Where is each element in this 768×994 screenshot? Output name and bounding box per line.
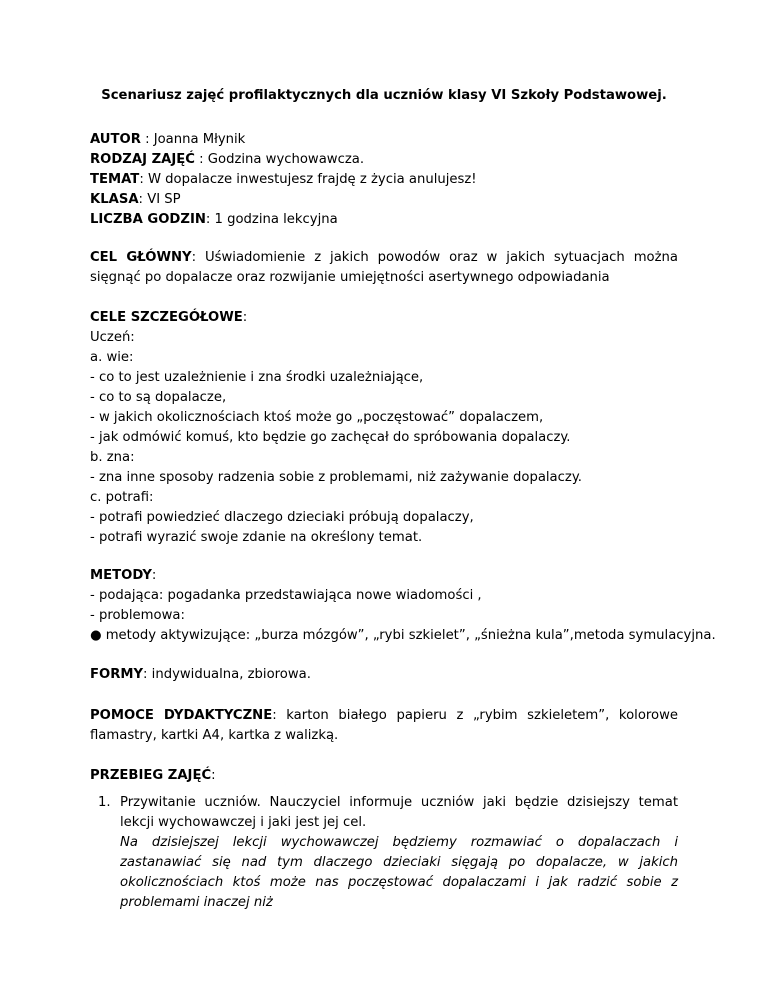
meta-author: AUTOR : Joanna Młynik	[90, 132, 246, 147]
goal-line: c. potrafi:	[90, 490, 154, 505]
forms: FORMY: indywidualna, zbiorowa.	[90, 667, 311, 682]
goal-line: - potrafi powiedzieć dlaczego dzieciaki próbują dopalaczy,	[90, 510, 474, 525]
method-line: - problemowa:	[90, 608, 185, 623]
meta-class: KLASA: VI SP	[90, 192, 181, 207]
methods	[90, 566, 716, 646]
document-title: Scenariusz zajęć profilaktycznych dla uczniów klasy VI Szkoły Podstawowej.	[101, 88, 667, 103]
meta-topic: TEMAT: W dopalacze inwestujesz frajdę z życia anulujesz!	[90, 172, 477, 187]
list-item-text: Przywitanie uczniów. Nauczyciel informuje uczniów jaki będzie dzisiejszy temat lekcji wychowawczej i jaki jest jej cel.	[120, 795, 678, 830]
goal-line: b. zna:	[90, 450, 135, 465]
section-heading: CELE SZCZEGÓŁOWE:	[90, 310, 248, 325]
lesson-course-heading: PRZEBIEG ZAJĘĆ:	[90, 768, 216, 783]
list-item	[90, 793, 678, 913]
section-heading: METODY:	[90, 568, 157, 583]
meta-type: RODZAJ ZAJĘĆ : Godzina wychowawcza.	[90, 152, 365, 167]
meta-section	[90, 130, 477, 230]
method-line: ● metody aktywizujące: „burza mózgów”, „rybi szkielet”, „śnieżna kula”,metoda symulacyjna.	[90, 628, 716, 643]
goal-line: - co to są dopalacze,	[90, 390, 227, 405]
goal-line: - co to jest uzależnienie i zna środki uzależniające,	[90, 370, 424, 385]
list-number: 1.	[98, 795, 111, 810]
goal-line: - w jakich okolicznościach ktoś może go „poczęstować” dopalaczem,	[90, 410, 544, 425]
lesson-steps	[90, 793, 678, 913]
goal-line: - zna inne sposoby radzenia sobie z problemami, niż zażywanie dopalaczy.	[90, 470, 582, 485]
list-item-italic: Na dzisiejszej lekcji wychowawczej będziemy rozmawiać o dopalaczach i zastanawiać się nad tym dlaczego dzieciaki sięgają po dopalacze, w jakich okolicznościach ktoś może nas poczęstować dopalaczami i jak radzić sobie z problemami inaczej niż	[120, 835, 678, 910]
goal-line: Uczeń:	[90, 330, 135, 345]
teaching-aids: POMOCE DYDAKTYCZNE: karton białego papieru z „rybim szkieletem”, kolorowe flamastry, kartki A4, kartka z walizką.	[90, 708, 678, 743]
specific-goals	[90, 308, 678, 548]
goal-line: a. wie:	[90, 350, 134, 365]
main-goal: CEL GŁÓWNY: Uświadomienie z jakich powodów oraz w jakich sytuacjach można sięgnąć po dopalacze oraz rozwijanie umiejętności asertywnego odpowiadania	[90, 250, 678, 285]
method-line: - podająca: pogadanka przedstawiająca nowe wiadomości ,	[90, 588, 482, 603]
goal-line: - jak odmówić komuś, kto będzie go zachęcał do spróbowania dopalaczy.	[90, 430, 571, 445]
meta-hours: LICZBA GODZIN: 1 godzina lekcyjna	[90, 212, 338, 227]
goal-line: - potrafi wyrazić swoje zdanie na określony temat.	[90, 530, 423, 545]
